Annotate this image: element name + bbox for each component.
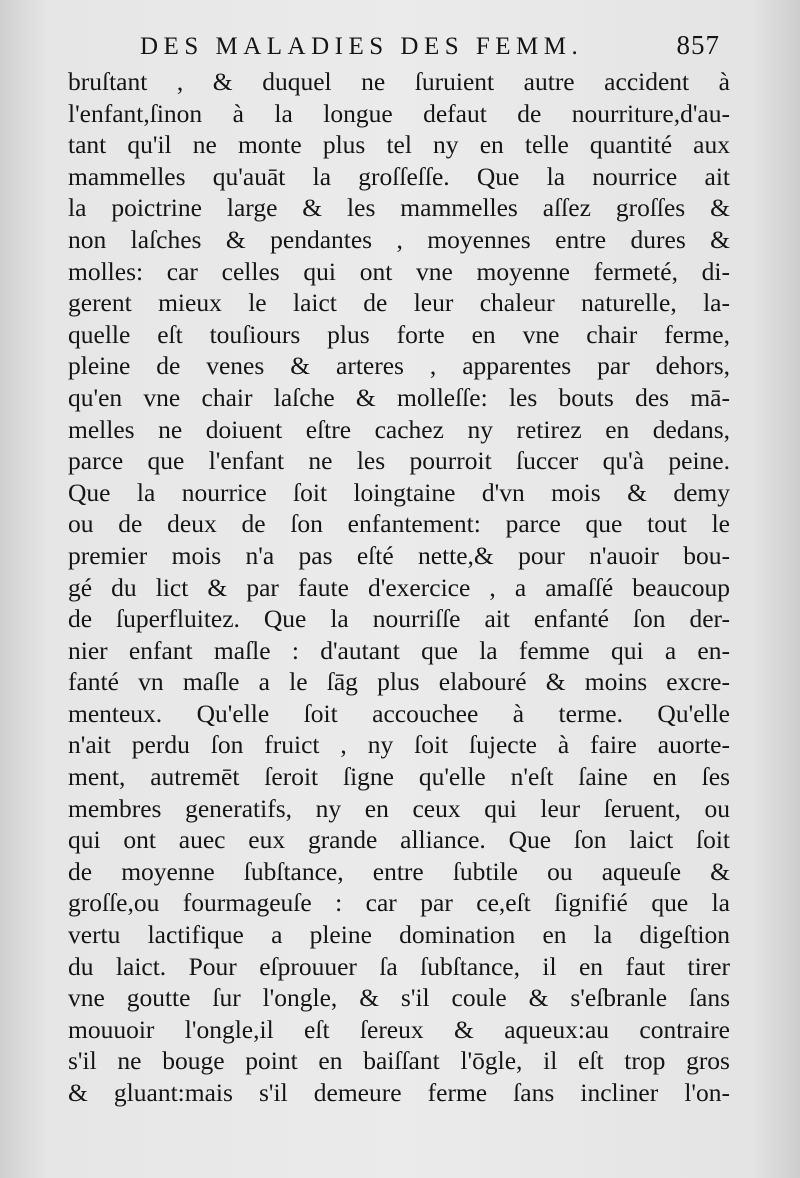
text-line: s'il ne bouge point en baiſſant l'ōgle, il eſt trop gros	[68, 1046, 730, 1076]
text-line: mouuoir l'ongle,il eſt ſereux & aqueux:au contraire	[68, 1014, 730, 1044]
text-line: de ſuperfluitez. Que la nourriſſe ait enfanté ſon der-	[68, 604, 730, 634]
text-line: ment, autremēt ſeroit ſigne qu'elle n'eſt ſaine en ſes	[68, 762, 730, 792]
text-line: groſſe,ou fourmageuſe : car par ce,eſt ſignifié que la	[68, 888, 730, 918]
text-line: de moyenne ſubſtance, entre ſubtile ou aqueuſe &	[68, 856, 730, 886]
text-line: premier mois n'a pas eſté nette,& pour n'auoir bou-	[68, 540, 730, 570]
text-line: vertu lactifique a pleine domination en la digeſtion	[68, 920, 730, 950]
text-line: n'ait perdu ſon fruict , ny ſoit ſujecte à faire auorte-	[68, 730, 730, 760]
text-line: parce que l'enfant ne les pourroit ſuccer qu'à peine.	[68, 446, 730, 476]
text-line: tant qu'il ne monte plus tel ny en telle quantité aux	[68, 130, 730, 160]
text-line: pleine de venes & arteres , apparentes par dehors,	[68, 351, 730, 381]
text-line: mammelles qu'auāt la groſſeſſe. Que la nourrice ait	[68, 161, 730, 191]
text-line: membres generatifs, ny en ceux qui leur ſeruent, ou	[68, 793, 730, 823]
text-line: la poictrine large & les mammelles aſſez groſſes &	[68, 193, 730, 223]
text-line: du laict. Pour eſprouuer ſa ſubſtance, il en faut tirer	[68, 951, 730, 981]
running-head	[140, 30, 720, 64]
text-line: menteux. Qu'elle ſoit accouchee à terme. Qu'elle	[68, 698, 730, 728]
text-line: qu'en vne chair laſche & molleſſe: les bouts des mā-	[68, 382, 730, 412]
text-line: quelle eſt touſiours plus forte en vne chair ferme,	[68, 319, 730, 349]
running-title: DES MALADIES DES FEMM.	[140, 33, 584, 60]
text-line: & gluant:mais s'il demeure ferme ſans incliner l'on-	[68, 1078, 730, 1107]
text-line: l'enfant,ſinon à la longue defaut de nourriture,d'au-	[68, 98, 730, 128]
body-text	[68, 66, 730, 1109]
text-line: Que la nourrice ſoit loingtaine d'vn mois & demy	[68, 477, 730, 507]
text-line: gerent mieux le laict de leur chaleur naturelle, la-	[68, 288, 730, 318]
text-line: fanté vn maſle a le ſāg plus elabouré & moins excre-	[68, 667, 730, 697]
text-line: non laſches & pendantes , moyennes entre dures &	[68, 224, 730, 254]
text-line: ou de deux de ſon enfantement: parce que tout le	[68, 509, 730, 539]
text-line: melles ne doiuent eſtre cachez ny retirez en dedans,	[68, 414, 730, 444]
text-line: nier enfant maſle : d'autant que la femme qui a en-	[68, 635, 730, 665]
text-line: vne goutte ſur l'ongle, & s'il coule & s'eſbranle ſans	[68, 983, 730, 1013]
page-number: 857	[676, 30, 720, 60]
text-line: gé du lict & par faute d'exercice , a amaſſé beaucoup	[68, 572, 730, 602]
text-line: molles: car celles qui ont vne moyenne fermeté, di-	[68, 256, 730, 286]
text-line: qui ont auec eux grande alliance. Que ſon laict ſoit	[68, 825, 730, 855]
text-line: bruſtant , & duquel ne ſuruient autre accident à	[68, 67, 730, 96]
